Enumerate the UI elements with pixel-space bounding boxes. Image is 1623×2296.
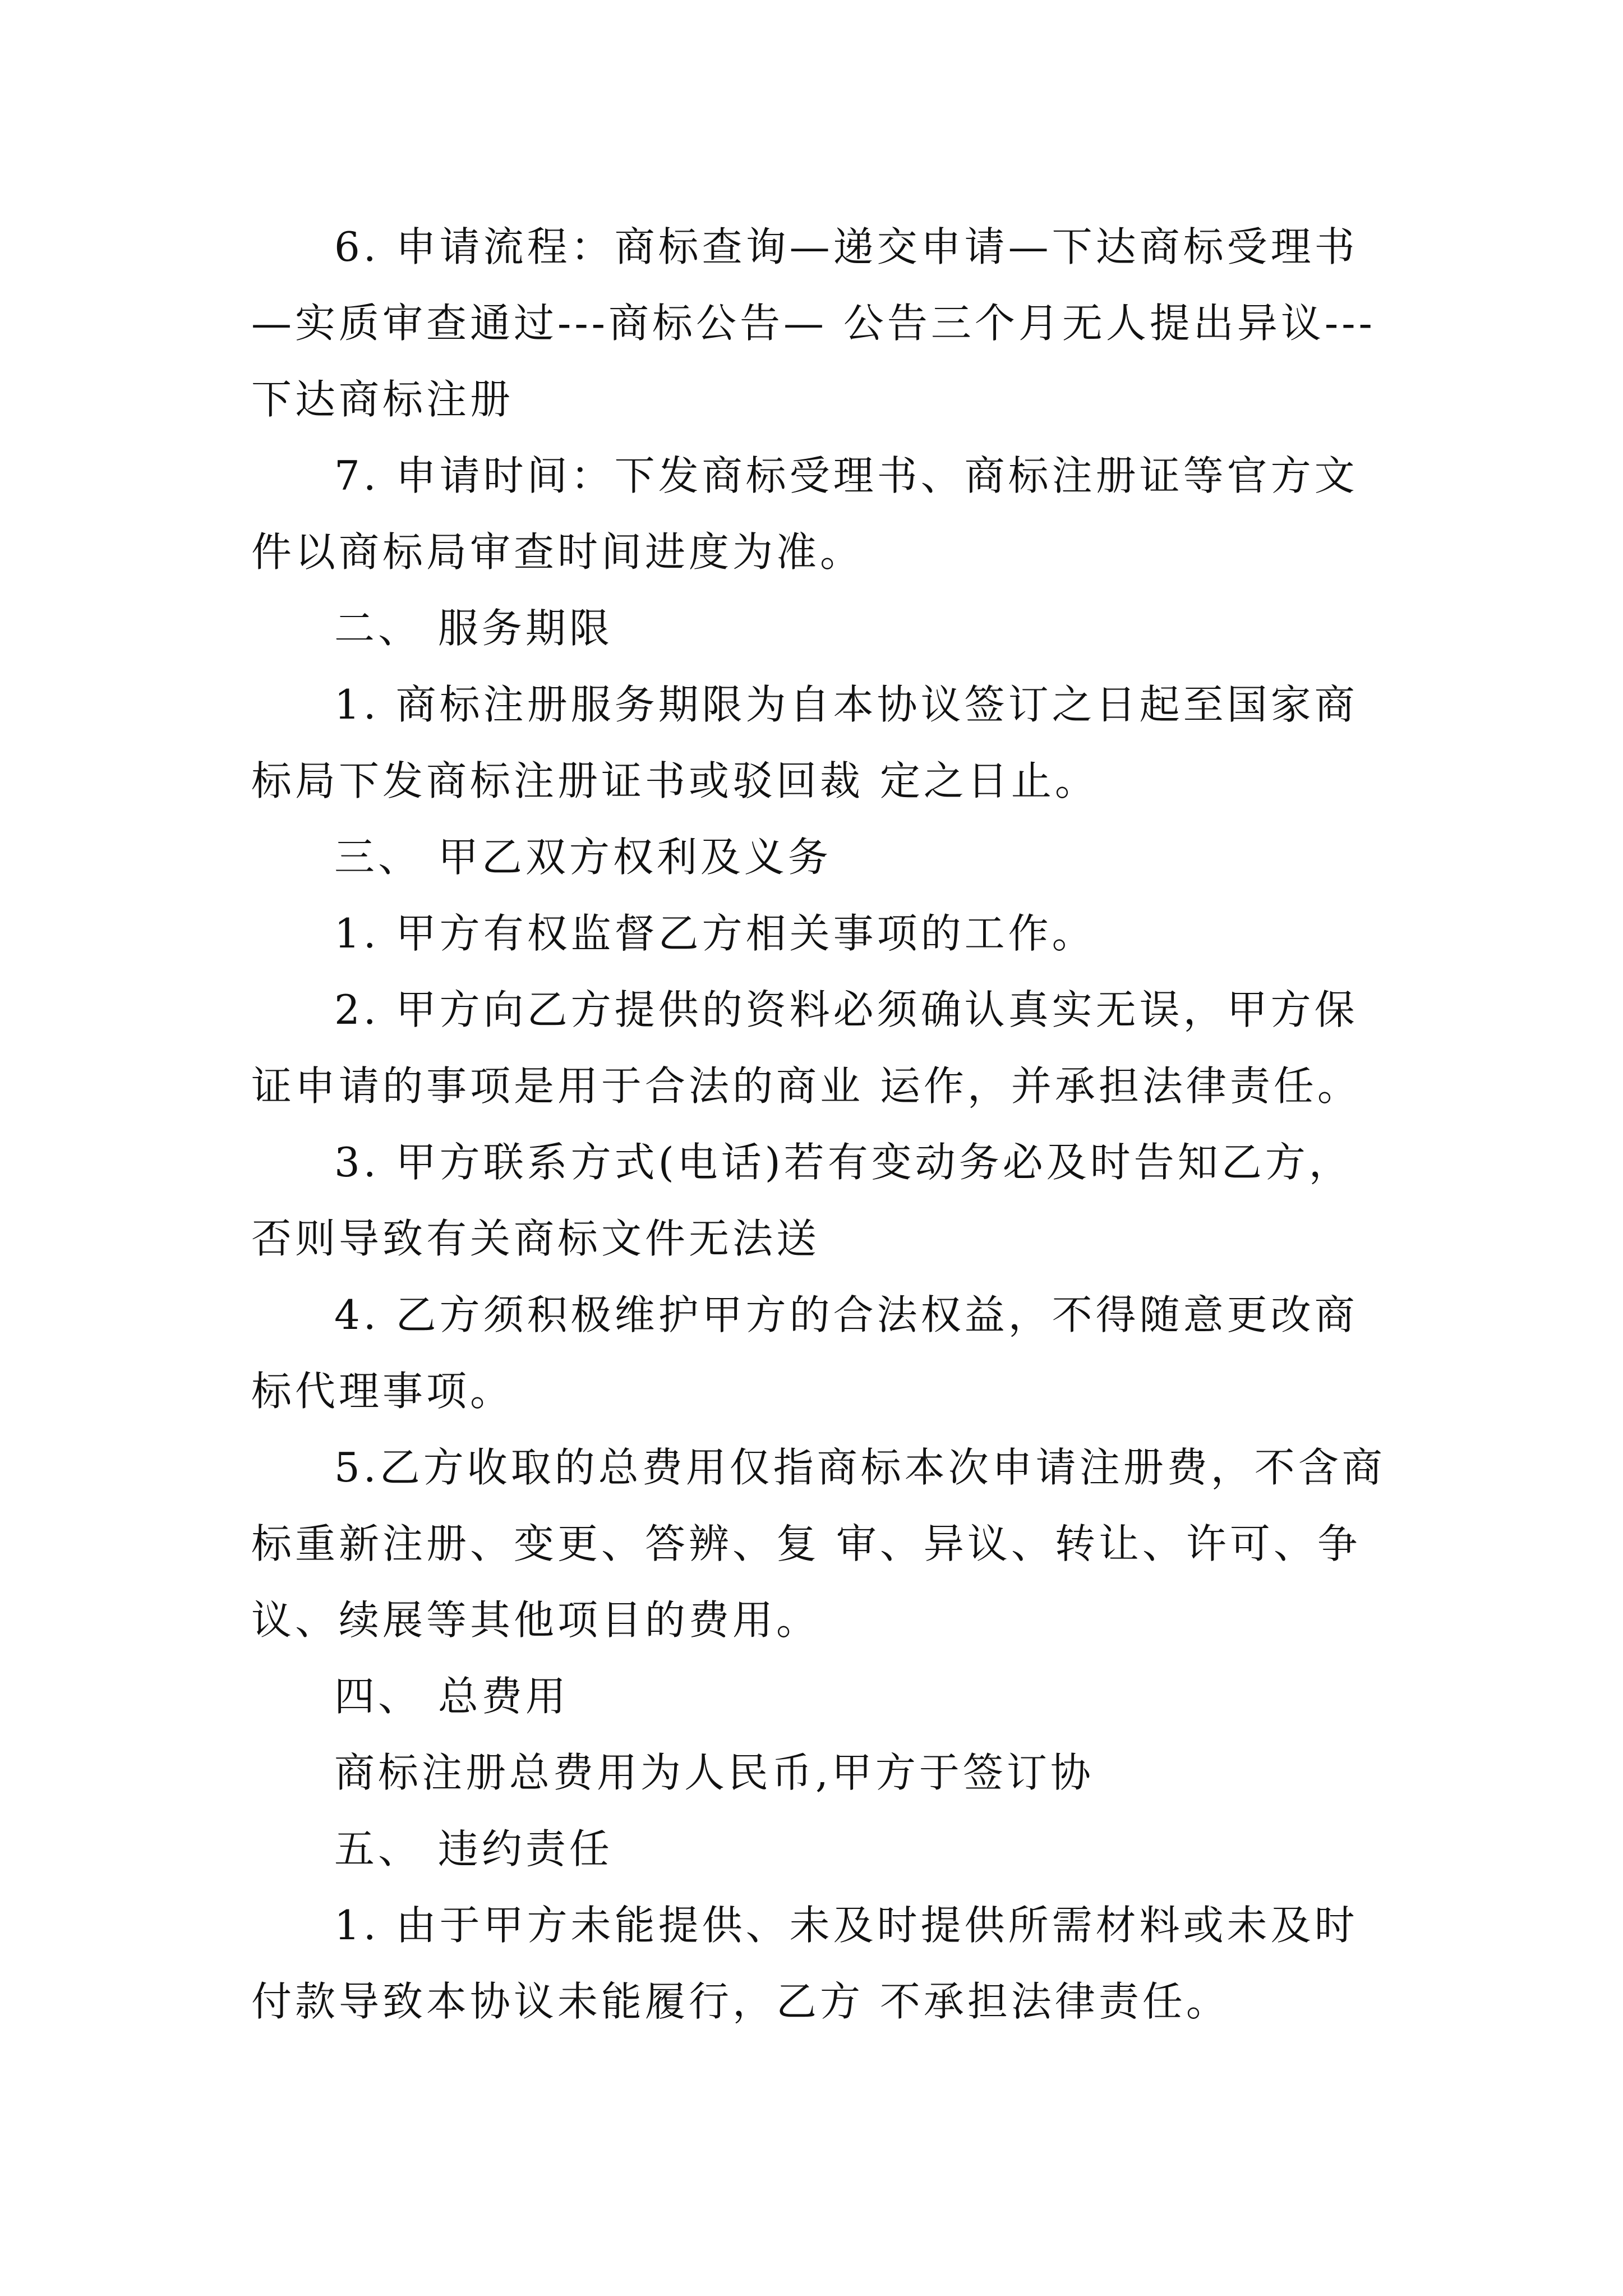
section-heading-total-fee: 四、 总费用 (334, 1673, 569, 1720)
paragraph-fee-scope: 5.乙方收取的总费用仅指商标本次申请注册费，不含商标重新注册、变更、答辨、复 审、异议、转让、许可、争议、续展等其他项目的费用。 (251, 1444, 1386, 1644)
section-heading-rights-obligations: 三、 甲乙双方权利及义务 (334, 834, 832, 881)
document-body (251, 209, 1390, 2040)
paragraph-total-fee: 商标注册总费用为人民币,甲方于签订协 (334, 1749, 1094, 1796)
paragraph-right-supervise: 1. 甲方有权监督乙方相关事项的工作。 (334, 910, 1096, 957)
paragraph-breach-liability: 1. 由于甲方未能提供、未及时提供所需材料或未及时付款导致本协议未能履行，乙方 不承担法律责任。 (251, 1902, 1358, 2025)
paragraph-materials-true: 2. 甲方向乙方提供的资料必须确认真实无误，甲方保证申请的事项是用于合法的商业 运作，并承担法律责任。 (251, 986, 1361, 1110)
paragraph-application-process: 6. 申请流程：商标查询—递交申请—下达商标受理书—实质审查通过---商标公告— 公告三个月无人提出异议---下达商标注册 (251, 223, 1376, 423)
section-heading-breach-liability: 五、 违约责任 (334, 1825, 613, 1872)
paragraph-service-period: 1. 商标注册服务期限为自本协议签订之日起至国家商标局下发商标注册证书或驳回裁 定之日止。 (251, 681, 1358, 804)
paragraph-contact-change: 3. 甲方联系方式(电话)若有变动务必及时告知乙方，否则导致有关商标文件无法送 (251, 1139, 1353, 1262)
section-heading-service-period: 二、 服务期限 (334, 605, 613, 652)
paragraph-protect-interests: 4. 乙方须积极维护甲方的合法权益，不得随意更改商标代理事项。 (251, 1291, 1358, 1415)
paragraph-application-time: 7. 申请时间：下发商标受理书、商标注册证等官方文件以商标局审查时间进度为准。 (251, 452, 1358, 576)
